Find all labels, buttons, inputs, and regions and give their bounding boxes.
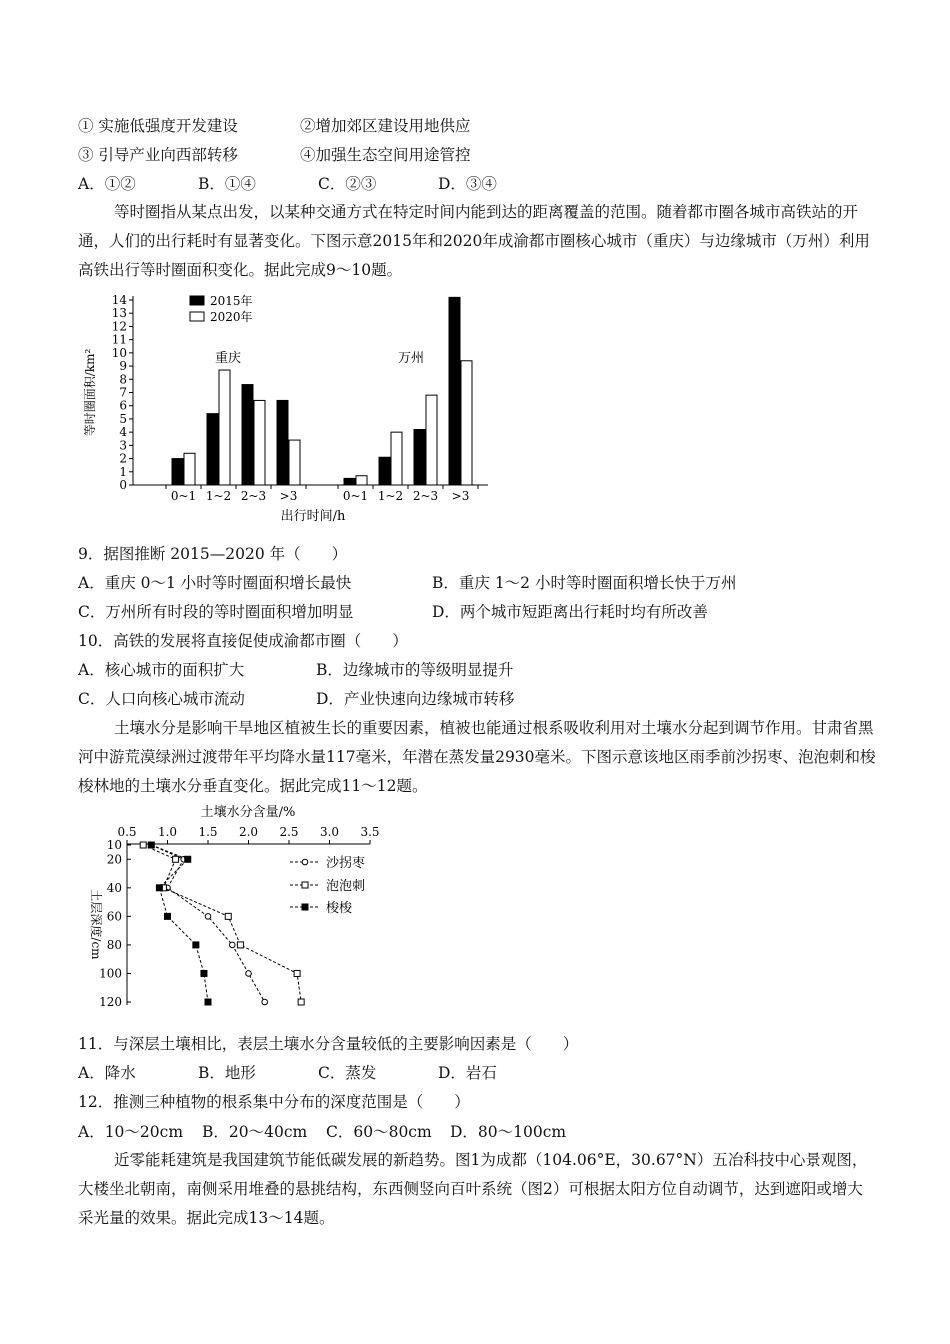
x-tick-label: 0.5 [117,825,137,839]
legend-label-泡泡刺: 泡泡刺 [326,879,366,894]
q10-stem: 10．高铁的发展将直接促使成渝都市圈（ ） [78,632,408,650]
passage-near-zero-building-text: 近零能耗建筑是我国建筑节能低碳发展的新趋势。图1为成都（104.06°E，30.67°N）五冶科技中心景观图，大楼坐北朝南，南侧采用堆叠的悬挑结构，东西侧竖向百叶系统（图2）可根据太阳方位自动调节，达到遮阳或增大采光量的效果。据此完成13～14题。 [78,1151,868,1227]
x-tick-label: 0~1 [342,489,369,503]
series-line-梭梭 [151,845,208,1002]
y-tick-label: 10 [111,345,127,360]
y-tick-label: 14 [111,293,127,307]
q8-item-4: ④加强生态空间用途管控 [300,146,471,164]
legend-label-2020: 2020年 [210,310,253,324]
passage-isochrone [78,198,878,285]
series-line-泡泡刺 [143,845,301,1002]
y-tick-label: 60 [106,909,122,924]
passage-soil-moisture [78,714,878,801]
x-tick-label: >3 [451,489,470,503]
legend-marker-沙拐枣 [302,859,308,865]
point-泡泡刺 [294,970,300,976]
q11-option-c: C．蒸发 [318,1064,377,1082]
point-泡泡刺 [140,842,146,848]
bar-万州-2015年 [449,297,460,485]
y-tick-label: 12 [111,319,127,334]
q11-option-d: D．岩石 [438,1064,497,1082]
q8-option-d: D．③④ [438,175,497,193]
bar-重庆-2015年 [172,459,183,485]
legend-swatch-2020 [190,312,204,321]
y-tick-label: 13 [111,306,127,321]
x-tick-label: 3.5 [360,825,380,839]
point-梭梭 [165,913,171,919]
y-tick-label: 1 [119,464,127,479]
bar-万州-2020年 [461,361,472,485]
q10-option-c: C．人口向核心城市流动 [78,690,245,708]
x-tick-label: 1~2 [205,489,232,503]
y-tick-label: 11 [111,332,127,347]
point-沙拐枣 [246,971,252,977]
q8-item-2: ②增加郊区建设用地供应 [300,117,471,135]
q11-option-a: A．降水 [78,1064,136,1082]
soil-moisture-chart [80,800,400,1020]
legend-swatch-2015 [190,296,204,305]
q9-option-d: D．两个城市短距离出行耗时均有所改善 [432,603,708,621]
legend-label-沙拐枣: 沙拐枣 [326,856,366,871]
bar-万州-2020年 [356,476,367,485]
q8-option-b: B．①④ [198,175,256,193]
y-tick-label: 6 [119,398,127,413]
point-梭梭 [201,970,207,976]
q10-option-d: D．产业快速向边缘城市转移 [316,690,515,708]
passage-near-zero-building [78,1146,878,1233]
y-tick-label: 3 [119,438,127,453]
point-梭梭 [148,842,154,848]
point-沙拐枣 [205,914,211,920]
bar-重庆-2015年 [242,385,253,485]
x-tick-label: 3.0 [319,825,340,839]
q11-stem: 11．与深层土壤相比，表层土壤水分含量较低的主要影响因素是（ ） [78,1035,579,1053]
x-tick-label: 1.5 [198,825,218,839]
q8-option-c: C．②③ [318,175,377,193]
y-tick-label: 2 [119,451,127,466]
point-梭梭 [185,856,191,862]
y-axis-label: 土层深度/cm [89,889,103,960]
x-tick-label: 1.0 [157,825,178,839]
q8-item-3: ③ 引导产业向西部转移 [78,146,238,164]
bar-重庆-2020年 [219,370,230,485]
q11-option-b: B．地形 [198,1064,256,1082]
x-tick-label: 2~3 [240,489,267,503]
x-tick-label: 2.0 [238,825,259,839]
legend-marker-梭梭 [302,904,308,910]
y-tick-label: 7 [119,385,127,400]
y-tick-label: 5 [119,411,127,426]
point-泡泡刺 [173,856,179,862]
y-tick-label: 4 [119,425,127,440]
x-tick-label: 0~1 [170,489,197,503]
q9-option-b: B．重庆 1～2 小时等时圈面积增长快于万州 [432,574,737,592]
y-tick-label: 10 [106,838,122,852]
passage-isochrone-text: 等时圈指从某点出发，以某种交通方式在特定时间内能到达的距离覆盖的范围。随着都市圈各城市高铁站的开通，人们的出行耗时有显著变化。下图示意2015年和2020年成渝都市圈核心城市（重庆）与边缘城市（万州）利用高铁出行等时圈面积变化。据此完成9～10题。 [78,203,870,279]
point-梭梭 [156,885,162,891]
x-tick-label: 1~2 [377,489,404,503]
bar-重庆-2015年 [207,414,218,485]
q10-option-a: A．核心城市的面积扩大 [78,661,245,679]
group-label-chongqing: 重庆 [214,351,242,366]
legend-label-2015: 2015年 [210,294,253,308]
chart-title: 土壤水分含量/% [200,805,296,820]
q12-stem: 12．推测三种植物的根系集中分布的深度范围是（ ） [78,1093,470,1111]
y-tick-label: 8 [119,372,127,387]
point-梭梭 [205,999,211,1005]
point-泡泡刺 [237,942,243,948]
q12-option-c: C．60～80cm [326,1123,432,1141]
bar-万州-2015年 [414,430,425,486]
q8-option-a: A．①② [78,175,136,193]
group-label-wanzhou: 万州 [397,351,425,366]
legend-label-梭梭: 梭梭 [326,901,353,916]
y-tick-label: 100 [99,966,122,981]
x-axis-label: 出行时间/h [280,509,346,524]
bar-重庆-2015年 [277,400,288,485]
point-梭梭 [193,942,199,948]
point-泡泡刺 [225,913,231,919]
y-tick-label: 0 [119,478,127,492]
y-axis-label: 等时圈面积/km² [83,348,97,437]
y-tick-label: 9 [119,359,127,374]
y-tick-label: 40 [106,880,122,895]
point-沙拐枣 [230,942,236,948]
point-泡泡刺 [298,999,304,1005]
y-tick-label: 80 [106,937,122,952]
isochrone-bar-chart [78,292,498,524]
x-tick-label: >3 [279,489,298,503]
passage-soil-moisture-text: 土壤水分是影响干旱地区植被生长的重要因素，植被也能通过根系吸收利用对土壤水分起到调节作用。甘肃省黑河中游荒漠绿洲过渡带年平均降水量117毫米，年潜在蒸发量2930毫米。下图示意该地区雨季前沙拐枣、泡泡刺和梭梭林地的土壤水分垂直变化。据此完成11～12题。 [78,719,876,795]
q9-option-c: C．万州所有时段的等时圈面积增加明显 [78,603,354,621]
bar-重庆-2020年 [184,453,195,485]
q12-option-b: B．20～40cm [202,1123,308,1141]
bar-重庆-2020年 [254,400,265,485]
q9-stem: 9．据图推断 2015—2020 年（ ） [78,545,348,563]
x-tick-label: 2~3 [412,489,439,503]
x-tick-label: 2.5 [279,825,299,839]
y-tick-label: 20 [106,852,122,867]
bar-万州-2020年 [391,432,402,485]
q10-option-b: B．边缘城市的等级明显提升 [316,661,514,679]
q9-option-a: A．重庆 0～1 小时等时圈面积增长最快 [78,574,352,592]
bar-万州-2015年 [379,457,390,485]
y-tick-label: 120 [99,995,122,1009]
q12-option-a: A．10～20cm [78,1123,184,1141]
bar-重庆-2020年 [289,440,300,485]
q8-item-1: ① 实施低强度开发建设 [78,117,238,135]
bar-万州-2015年 [344,478,355,485]
q12-option-d: D．80～100cm [450,1123,567,1141]
bar-万州-2020年 [426,395,437,485]
series-line-沙拐枣 [151,845,264,1002]
legend-marker-泡泡刺 [302,882,308,888]
point-沙拐枣 [262,999,268,1005]
